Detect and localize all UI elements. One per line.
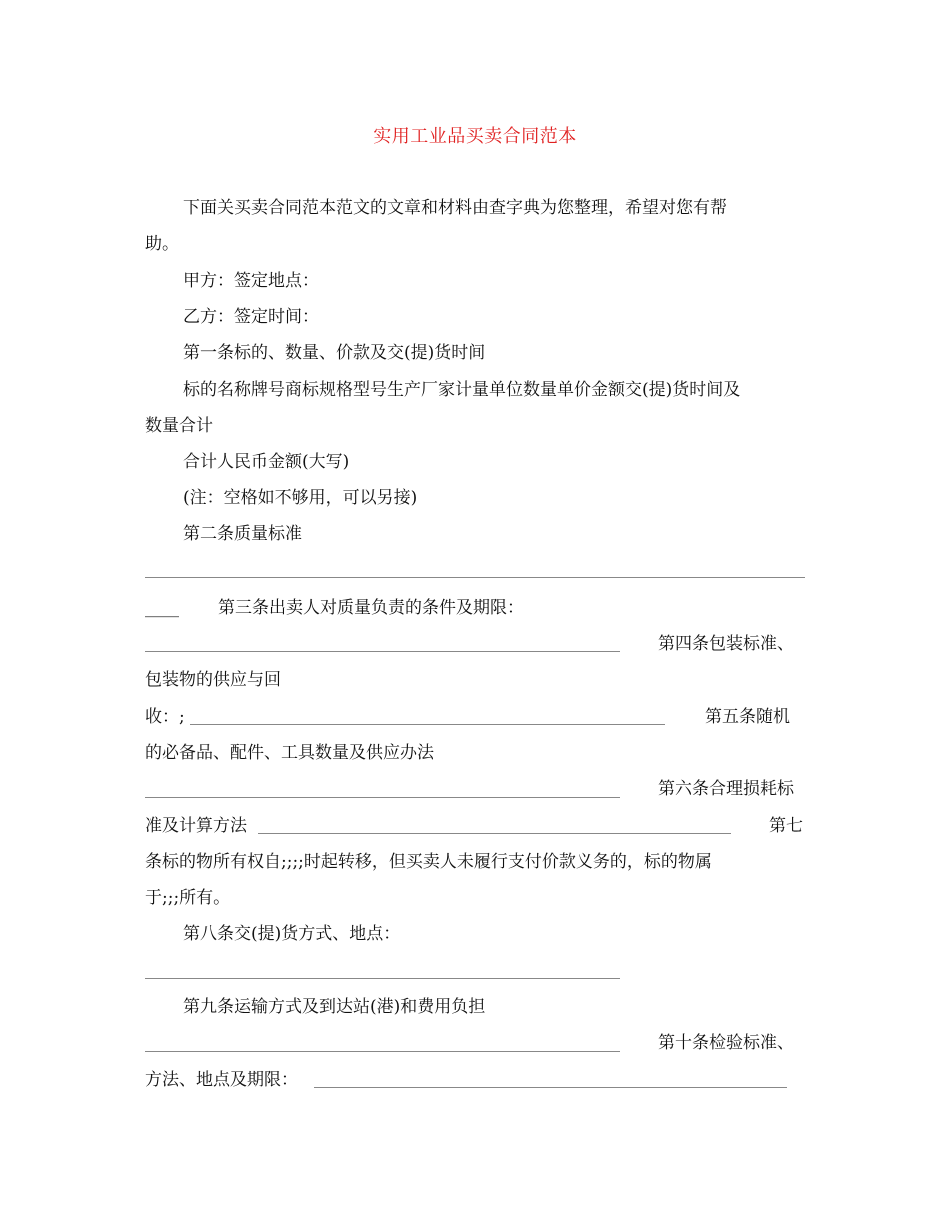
- blank-line-article-2: [145, 577, 805, 578]
- party-b-line: 乙方：签定时间：: [183, 307, 319, 327]
- article-1-columns-line-1: 标的名称牌号商标规格型号生产厂家计量单位数量单价金额交(提)货时间及: [183, 380, 741, 400]
- article-7-line-3: 于;;;所有。: [145, 888, 231, 908]
- article-5-heading-part-2: 的必备品、配件、工具数量及供应办法: [145, 743, 434, 763]
- article-1-total: 合计人民币金额(大写): [183, 452, 350, 472]
- article-6-heading-part-1: 第六条合理损耗标: [658, 779, 794, 799]
- article-1-columns-line-2: 数量合计: [145, 416, 213, 436]
- article-1-note: (注：空格如不够用，可以另接): [183, 488, 418, 508]
- article-6-heading-part-2: 准及计算方法: [145, 816, 247, 836]
- article-4-heading-part-2: 包装物的供应与回: [145, 670, 281, 690]
- blank-line-article-4: [190, 724, 665, 725]
- blank-line-article-10: [314, 1087, 787, 1088]
- article-4-heading-part-3: 收：;: [145, 707, 185, 727]
- article-4-heading-part-1: 第四条包装标准、: [658, 634, 794, 654]
- blank-line-article-5: [145, 797, 620, 798]
- intro-line-2: 助。: [145, 234, 179, 254]
- blank-line-article-8: [145, 978, 620, 979]
- article-1-heading: 第一条标的、数量、价款及交(提)货时间: [183, 343, 486, 363]
- blank-line-article-6: [258, 833, 731, 834]
- article-3-heading: 第三条出卖人对质量负责的条件及期限：: [218, 598, 524, 618]
- article-7-line-2: 条标的物所有权自;;;;时起转移，但买卖人未履行支付价款义务的，标的物属: [145, 852, 712, 872]
- article-7-heading-part-1: 第七: [769, 816, 803, 836]
- document-title: 实用工业品买卖合同范本: [373, 126, 577, 147]
- blank-line-article-9: [145, 1051, 620, 1052]
- intro-line-1: 下面关买卖合同范本范文的文章和材料由查字典为您整理，希望对您有帮: [183, 198, 727, 218]
- party-a-line: 甲方：签定地点：: [183, 271, 319, 291]
- article-2-heading: 第二条质量标准: [183, 524, 302, 544]
- article-8-heading: 第八条交(提)货方式、地点：: [183, 924, 401, 944]
- article-10-heading-part-1: 第十条检验标准、: [658, 1033, 794, 1053]
- blank-line-article-3: [145, 651, 620, 652]
- article-9-heading: 第九条运输方式及到达站(港)和费用负担: [183, 997, 486, 1017]
- blank-short: ____: [145, 598, 179, 618]
- article-5-heading-part-1: 第五条随机: [705, 707, 790, 727]
- article-10-heading-part-2: 方法、地点及期限：: [145, 1070, 298, 1090]
